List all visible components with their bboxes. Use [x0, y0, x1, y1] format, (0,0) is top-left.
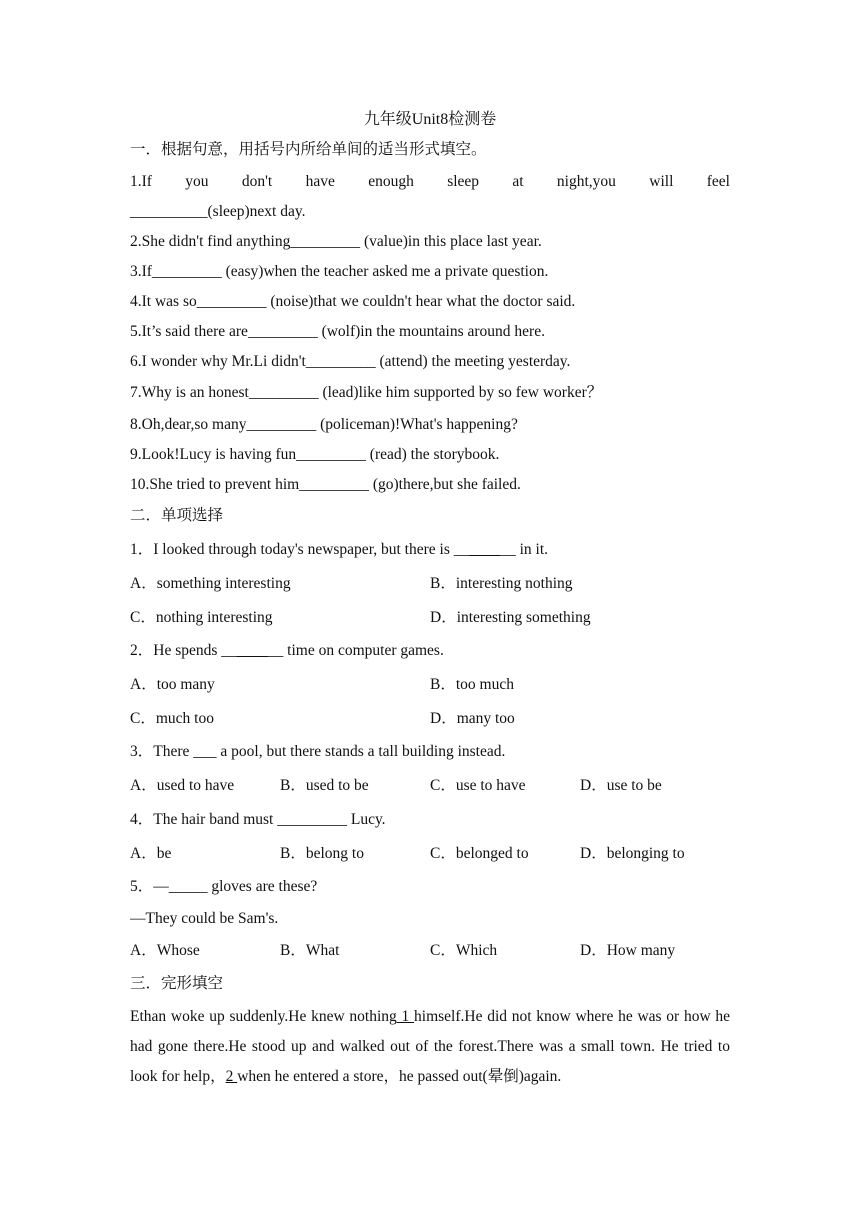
question-hint: (read) the storybook. — [365, 446, 500, 463]
word: at — [512, 173, 524, 190]
word: will — [649, 173, 674, 190]
s1-question-5 — [130, 322, 730, 342]
option-b[interactable]: B．belong to — [280, 845, 364, 862]
s2-question-5-stem: 5．—_____ gloves are these? — [130, 878, 318, 895]
s1-question-4 — [130, 292, 730, 312]
option-a[interactable]: A．Whose — [130, 942, 200, 959]
answer-blank-underline[interactable]: ____ — [469, 541, 501, 558]
question-text: 10.She tried to prevent him — [130, 476, 300, 493]
question-hint: (policeman)!What's happening? — [316, 416, 518, 433]
answer-blank[interactable]: __________ — [130, 203, 208, 220]
answer-blank[interactable]: _________ — [151, 263, 222, 280]
answer-blank[interactable]: _________ — [246, 416, 317, 433]
question-hint: (wolf)in the mountains around here. — [317, 323, 545, 340]
option-c[interactable]: C．Which — [430, 942, 498, 959]
word: enough — [368, 173, 414, 190]
word: have — [305, 173, 335, 190]
answer-blank-underline[interactable]: ____ — [236, 642, 268, 659]
question-hint: (go)there,but she failed. — [368, 476, 521, 493]
cloze-passage — [130, 1002, 730, 1092]
option-c[interactable]: C．nothing interesting — [130, 609, 273, 626]
question-hint: (value)in this place last year. — [360, 233, 542, 250]
question-text: 8.Oh,dear,so many — [130, 416, 247, 433]
answer-blank[interactable]: _________ — [196, 293, 267, 310]
question-text: 9.Look!Lucy is having fun — [130, 446, 297, 463]
option-b[interactable]: B．What — [280, 942, 340, 959]
option-c[interactable]: C．belonged to — [430, 845, 529, 862]
answer-blank[interactable]: _________ — [305, 353, 376, 370]
section1-heading: 一．根据句意，用括号内所给单间的适当形式填空。 — [130, 141, 487, 158]
question-text: 2.She didn't find anything — [130, 233, 291, 250]
option-b[interactable]: B．too much — [430, 676, 514, 693]
s1-question-6 — [130, 352, 730, 372]
s1-question-2 — [130, 232, 730, 252]
question-hint: (easy)when the teacher asked me a private question. — [221, 263, 549, 280]
s1-question-7 — [130, 383, 730, 403]
s1-question-1-line2 — [130, 202, 730, 222]
question-text: in it. — [515, 541, 549, 558]
option-a[interactable]: A．used to have — [130, 777, 235, 794]
answer-blank[interactable]: _________ — [247, 323, 318, 340]
section2-heading: 二．单项选择 — [130, 507, 224, 524]
answer-blank[interactable]: _________ — [290, 233, 361, 250]
option-b[interactable]: B．interesting nothing — [430, 575, 573, 592]
s2-question-5-reply: —They could be Sam's. — [130, 910, 279, 927]
word: night,you — [556, 173, 616, 190]
answer-blank[interactable]: __ — [500, 541, 516, 558]
answer-blank[interactable]: _________ — [296, 446, 366, 463]
option-a[interactable]: A．too many — [130, 676, 215, 693]
s1-question-8 — [130, 415, 730, 435]
question-hint: (lead)like him supported by so few worker？ — [318, 384, 603, 401]
option-b[interactable]: B．used to be — [280, 777, 369, 794]
answer-blank[interactable]: __ — [221, 642, 237, 659]
question-text: 3.If — [130, 263, 152, 280]
answer-blank[interactable]: _________ — [299, 476, 369, 493]
passage-text: himself.He did not know where he was or how he had gone there.He stood up and walked out of the forest.There was a small town. He tried to look for help， — [130, 1008, 731, 1085]
question-hint: (noise)that we couldn't hear what the doctor said. — [266, 293, 576, 310]
word: 1.If — [130, 173, 152, 190]
cloze-blank-2[interactable]: 2 — [225, 1068, 238, 1085]
answer-blank[interactable]: _________ — [248, 384, 319, 401]
s2-question-4-stem: 4．The hair band must _________ Lucy. — [130, 811, 386, 828]
section3-heading: 三．完形填空 — [130, 975, 224, 992]
answer-blank[interactable]: __ — [453, 541, 470, 558]
option-d[interactable]: D．belonging to — [580, 845, 685, 862]
s1-question-1-line1 — [130, 172, 730, 192]
option-a[interactable]: A．something interesting — [130, 575, 291, 592]
option-c[interactable]: C．much too — [130, 710, 214, 727]
page-title: 九年级Unit8检测卷 — [363, 111, 497, 128]
question-text: (sleep)next day. — [207, 203, 306, 220]
question-text: time on computer games. — [283, 642, 444, 659]
word: feel — [706, 173, 730, 190]
option-d[interactable]: D．many too — [430, 710, 515, 727]
s2-question-3-stem: 3．There ___ a pool, but there stands a tall building instead. — [130, 743, 506, 760]
answer-blank[interactable]: __ — [267, 642, 284, 659]
question-text: 5.It’s said there are — [130, 323, 248, 340]
question-text: 2．He spends — [130, 642, 222, 659]
s1-question-10 — [130, 475, 730, 495]
option-d[interactable]: D．use to be — [580, 777, 662, 794]
cloze-blank-1[interactable]: 1 — [396, 1008, 415, 1025]
question-text: 7.Why is an honest — [130, 384, 249, 401]
s2-question-1-stem — [130, 540, 730, 560]
question-hint: (attend) the meeting yesterday. — [375, 353, 571, 370]
question-text: 6.I wonder why Mr.Li didn't — [130, 353, 306, 370]
passage-text: when he entered a store，he passed out(晕倒)again. — [237, 1068, 562, 1085]
s2-question-2-stem — [130, 641, 730, 661]
option-d[interactable]: D．How many — [580, 942, 676, 959]
option-a[interactable]: A．be — [130, 845, 172, 862]
question-text: 1．I looked through today's newspaper, but there is — [130, 541, 454, 558]
passage-text: Ethan woke up suddenly.He knew nothing — [130, 1008, 397, 1025]
question-text: 4.It was so — [130, 293, 197, 310]
word: don't — [241, 173, 273, 190]
s1-question-3 — [130, 262, 730, 282]
s1-question-9 — [130, 445, 730, 465]
word: sleep — [447, 173, 480, 190]
option-c[interactable]: C．use to have — [430, 777, 526, 794]
option-d[interactable]: D．interesting something — [430, 609, 591, 626]
word: you — [185, 173, 209, 190]
